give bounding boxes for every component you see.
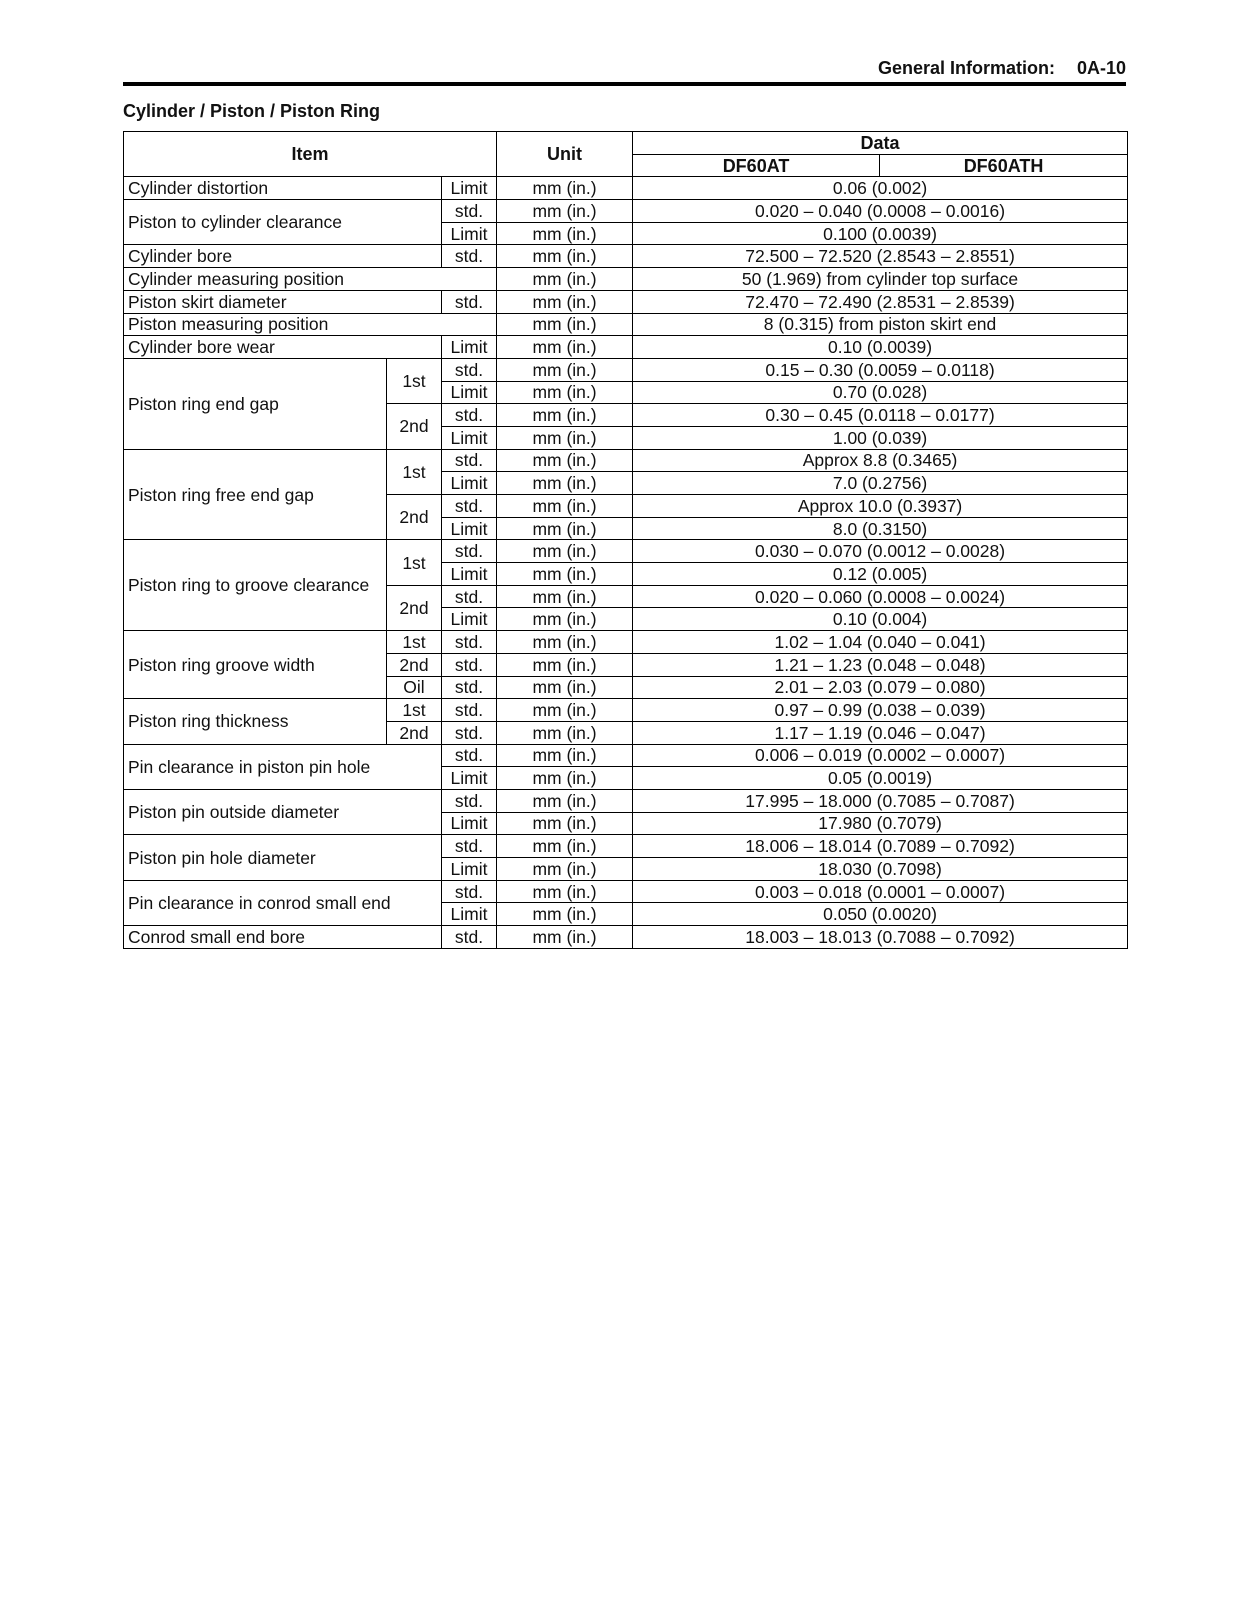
unit: mm (in.) [497,880,633,903]
table-row [124,245,1128,268]
item-name: Piston pin hole diameter [124,835,442,880]
spec-value: 0.30 – 0.45 (0.0118 – 0.0177) [633,404,1128,427]
item-name: Cylinder measuring position [124,268,497,291]
header-model-df60at: DF60AT [633,154,880,177]
unit: mm (in.) [497,563,633,586]
page-number: 0A-10 [1076,58,1126,78]
table-row [124,200,1128,223]
spec-qualifier: Limit [442,767,497,790]
item-name: Piston pin outside diameter [124,789,442,834]
spec-value: 0.10 (0.004) [633,608,1128,631]
unit: mm (in.) [497,449,633,472]
ring-position: 1st [387,449,442,494]
ring-position: 1st [387,540,442,585]
item-name: Piston ring end gap [124,358,387,449]
spec-qualifier: Limit [442,903,497,926]
spec-value: Approx 8.8 (0.3465) [633,449,1128,472]
spec-value: 1.00 (0.039) [633,426,1128,449]
item-name: Piston ring groove width [124,631,387,699]
unit: mm (in.) [497,903,633,926]
header-item: Item [124,132,497,177]
spec-qualifier: std. [442,495,497,518]
section-title: Cylinder / Piston / Piston Ring [123,101,381,121]
spec-value: 0.006 – 0.019 (0.0002 – 0.0007) [633,744,1128,767]
item-name: Cylinder bore [124,245,442,268]
unit: mm (in.) [497,653,633,676]
spec-value: 0.003 – 0.018 (0.0001 – 0.0007) [633,880,1128,903]
spec-value: 8.0 (0.3150) [633,517,1128,540]
item-name: Cylinder distortion [124,177,442,200]
unit: mm (in.) [497,200,633,223]
spec-qualifier: std. [442,699,497,722]
ring-position: Oil [387,676,442,699]
spec-qualifier: std. [442,835,497,858]
table-row [124,336,1128,359]
spec-value: 7.0 (0.2756) [633,472,1128,495]
spec-qualifier: Limit [442,517,497,540]
unit: mm (in.) [497,789,633,812]
header-rule [123,82,1126,86]
table-row [124,744,1128,767]
table-row [124,268,1128,291]
unit: mm (in.) [497,699,633,722]
header-data: Data [633,132,1128,155]
spec-value: 0.97 – 0.99 (0.038 – 0.039) [633,699,1128,722]
page-header [123,58,1126,79]
spec-value: 0.020 – 0.060 (0.0008 – 0.0024) [633,585,1128,608]
table-row [124,880,1128,903]
unit: mm (in.) [497,835,633,858]
ring-position: 2nd [387,653,442,676]
ring-position: 1st [387,358,442,403]
unit: mm (in.) [497,358,633,381]
spec-value: 18.030 (0.7098) [633,858,1128,881]
spec-value: 0.70 (0.028) [633,381,1128,404]
unit: mm (in.) [497,585,633,608]
spec-qualifier: Limit [442,812,497,835]
spec-qualifier: std. [442,449,497,472]
spec-value: 8 (0.315) from piston skirt end [633,313,1128,336]
spec-value: 18.006 – 18.014 (0.7089 – 0.7092) [633,835,1128,858]
unit: mm (in.) [497,721,633,744]
header-model-df60ath: DF60ATH [880,154,1128,177]
spec-qualifier: Limit [442,563,497,586]
unit: mm (in.) [497,177,633,200]
spec-qualifier: std. [442,245,497,268]
item-name: Piston measuring position [124,313,497,336]
spec-qualifier: Limit [442,426,497,449]
spec-value: 2.01 – 2.03 (0.079 – 0.080) [633,676,1128,699]
spec-qualifier: std. [442,540,497,563]
spec-qualifier: std. [442,926,497,949]
item-name: Piston ring thickness [124,699,387,744]
table-row [124,313,1128,336]
unit: mm (in.) [497,404,633,427]
table-row [124,699,1128,722]
table-row [124,449,1128,472]
table-row [124,540,1128,563]
unit: mm (in.) [497,517,633,540]
spec-qualifier: std. [442,744,497,767]
unit: mm (in.) [497,268,633,291]
spec-value: 0.030 – 0.070 (0.0012 – 0.0028) [633,540,1128,563]
spec-qualifier: std. [442,789,497,812]
unit: mm (in.) [497,290,633,313]
unit: mm (in.) [497,858,633,881]
unit: mm (in.) [497,767,633,790]
spec-table-body [124,177,1128,948]
table-row [124,358,1128,381]
spec-qualifier: Limit [442,177,497,200]
spec-qualifier: std. [442,721,497,744]
ring-position: 2nd [387,495,442,540]
spec-value: 0.020 – 0.040 (0.0008 – 0.0016) [633,200,1128,223]
item-name: Pin clearance in piston pin hole [124,744,442,789]
unit: mm (in.) [497,222,633,245]
spec-value: 0.12 (0.005) [633,563,1128,586]
spec-value: 72.500 – 72.520 (2.8543 – 2.8551) [633,245,1128,268]
spec-value: 1.21 – 1.23 (0.048 – 0.048) [633,653,1128,676]
table-row [124,926,1128,949]
item-name: Piston ring to groove clearance [124,540,387,631]
item-name: Piston to cylinder clearance [124,200,442,245]
spec-value: 0.15 – 0.30 (0.0059 – 0.0118) [633,358,1128,381]
spec-value: 50 (1.969) from cylinder top surface [633,268,1128,291]
spec-qualifier: std. [442,404,497,427]
table-row [124,290,1128,313]
spec-value: 0.100 (0.0039) [633,222,1128,245]
spec-value: 72.470 – 72.490 (2.8531 – 2.8539) [633,290,1128,313]
spec-value: 0.10 (0.0039) [633,336,1128,359]
unit: mm (in.) [497,676,633,699]
spec-qualifier: Limit [442,222,497,245]
spec-value: 1.02 – 1.04 (0.040 – 0.041) [633,631,1128,654]
table-row [124,631,1128,654]
spec-value: 0.050 (0.0020) [633,903,1128,926]
spec-qualifier: std. [442,676,497,699]
unit: mm (in.) [497,336,633,359]
spec-value: 0.06 (0.002) [633,177,1128,200]
spec-qualifier: Limit [442,381,497,404]
ring-position: 1st [387,631,442,654]
unit: mm (in.) [497,812,633,835]
spec-value: 17.995 – 18.000 (0.7085 – 0.7087) [633,789,1128,812]
spec-qualifier: std. [442,585,497,608]
spec-qualifier: Limit [442,336,497,359]
unit: mm (in.) [497,631,633,654]
ring-position: 2nd [387,404,442,449]
unit: mm (in.) [497,245,633,268]
spec-value: 17.980 (0.7079) [633,812,1128,835]
header-unit: Unit [497,132,633,177]
unit: mm (in.) [497,472,633,495]
spec-qualifier: Limit [442,472,497,495]
spec-qualifier: std. [442,631,497,654]
page-header-section: General Information: [877,58,1055,78]
unit: mm (in.) [497,608,633,631]
item-name: Piston skirt diameter [124,290,442,313]
spec-qualifier: std. [442,290,497,313]
spec-qualifier: std. [442,200,497,223]
ring-position: 1st [387,699,442,722]
item-name: Conrod small end bore [124,926,442,949]
unit: mm (in.) [497,495,633,518]
unit: mm (in.) [497,381,633,404]
spec-value: 1.17 – 1.19 (0.046 – 0.047) [633,721,1128,744]
spec-qualifier: std. [442,880,497,903]
unit: mm (in.) [497,744,633,767]
unit: mm (in.) [497,426,633,449]
spec-value: Approx 10.0 (0.3937) [633,495,1128,518]
spec-qualifier: std. [442,358,497,381]
unit: mm (in.) [497,926,633,949]
ring-position: 2nd [387,721,442,744]
item-name: Cylinder bore wear [124,336,442,359]
table-row [124,835,1128,858]
ring-position: 2nd [387,585,442,630]
spec-qualifier: Limit [442,858,497,881]
item-name: Pin clearance in conrod small end [124,880,442,925]
spec-qualifier: std. [442,653,497,676]
spec-value: 0.05 (0.0019) [633,767,1128,790]
table-row [124,789,1128,812]
table-row [124,177,1128,200]
spec-value: 18.003 – 18.013 (0.7088 – 0.7092) [633,926,1128,949]
item-name: Piston ring free end gap [124,449,387,540]
unit: mm (in.) [497,540,633,563]
unit: mm (in.) [497,313,633,336]
spec-qualifier: Limit [442,608,497,631]
spec-table [123,131,1128,949]
